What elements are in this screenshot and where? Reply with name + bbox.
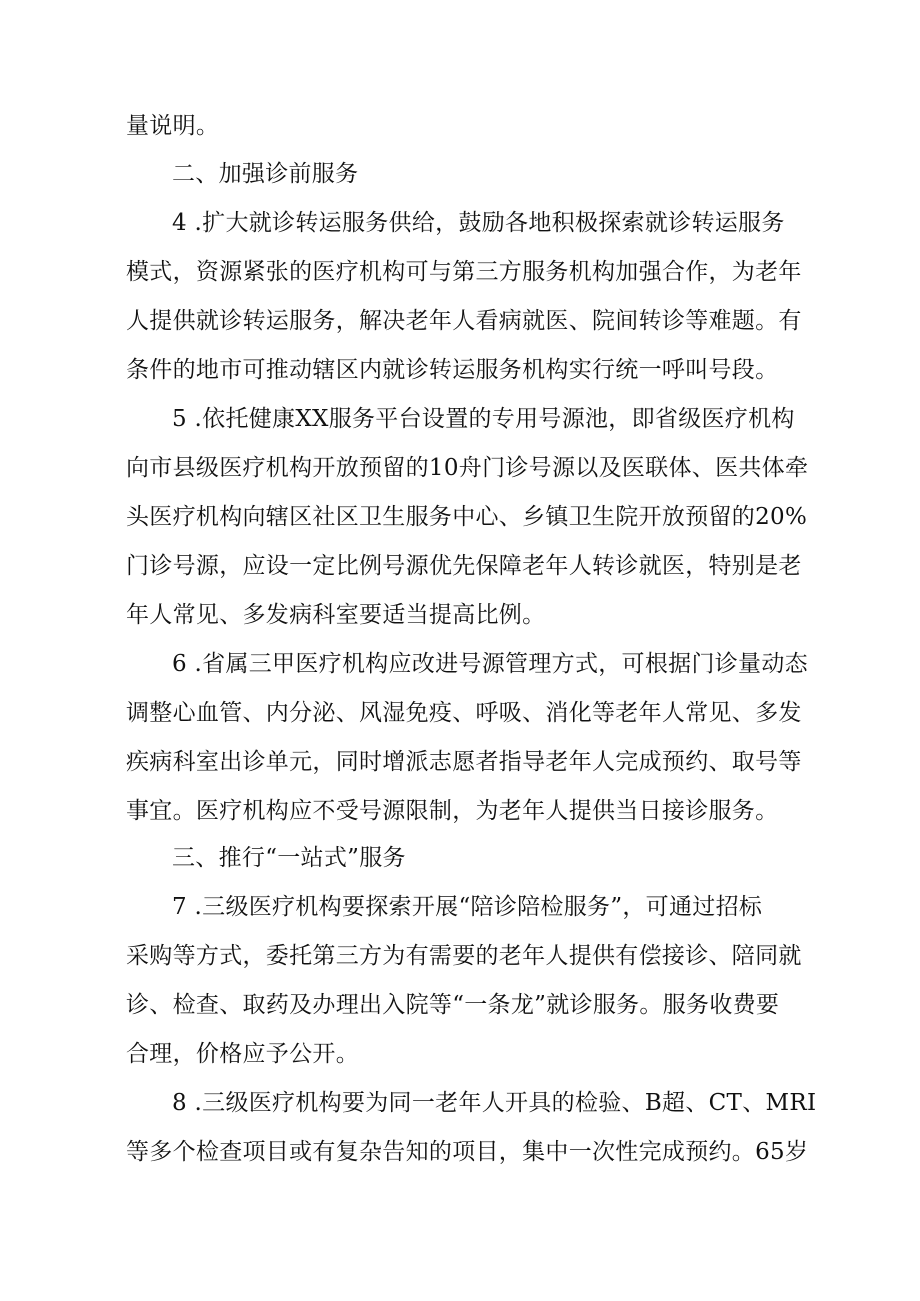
paragraph-line: 合理，价格应予公开。 — [126, 1041, 359, 1067]
paragraph-line: 条件的地市可推动辖区内就诊转运服务机构实行统一呼叫号段。 — [126, 357, 779, 383]
paragraph-line: 7 .三级医疗机构要探索开展“陪诊陪检服务”，可通过招标 — [172, 894, 763, 920]
paragraph-line: 模式，资源紧张的医疗机构可与第三方服务机构加强合作，为老年 — [126, 259, 802, 285]
paragraph-line: 事宜。医疗机构应不受号源限制，为老年人提供当日接诊服务。 — [126, 798, 779, 824]
paragraph-line: 门诊号源，应设一定比例号源优先保障老年人转诊就医，特别是老 — [126, 553, 802, 579]
paragraph-line: 人提供就诊转运服务，解决老年人看病就医、院间转诊等难题。有 — [126, 308, 802, 334]
paragraph-line: 4 .扩大就诊转运服务供给，鼓励各地积极探索就诊转运服务 — [172, 210, 785, 236]
paragraph-line: 调整心血管、内分泌、风湿免疫、呼吸、消化等老年人常见、多发 — [126, 700, 802, 726]
paragraph-line: 8 .三级医疗机构要为同一老年人开具的检验、B超、CT、MRI — [172, 1090, 817, 1116]
section-heading: 三、推行“一站式”服务 — [172, 845, 406, 871]
section-heading: 二、加强诊前服务 — [172, 161, 359, 187]
paragraph-line: 年人常见、多发病科室要适当提高比例。 — [126, 602, 546, 628]
paragraph-line: 诊、检查、取药及办理出入院等“一条龙”就诊服务。服务收费要 — [126, 992, 780, 1018]
paragraph-line: 头医疗机构向辖区社区卫生服务中心、乡镇卫生院开放预留的20% — [126, 504, 808, 530]
paragraph-line: 向市县级医疗机构开放预留的10舟门诊号源以及医联体、医共体牵 — [126, 455, 809, 481]
paragraph-line: 量说明。 — [126, 113, 220, 139]
paragraph-line: 等多个检查项目或有复杂告知的项目，集中一次性完成预约。65岁 — [126, 1139, 809, 1165]
paragraph-line: 疾病科室出诊单元，同时增派志愿者指导老年人完成预约、取号等 — [126, 749, 802, 775]
paragraph-line: 采购等方式，委托第三方为有需要的老年人提供有偿接诊、陪同就 — [126, 943, 802, 969]
paragraph-line: 5 .依托健康XX服务平台设置的专用号源池，即省级医疗机构 — [172, 406, 795, 432]
paragraph-line: 6 .省属三甲医疗机构应改进号源管理方式，可根据门诊量动态 — [172, 651, 808, 677]
